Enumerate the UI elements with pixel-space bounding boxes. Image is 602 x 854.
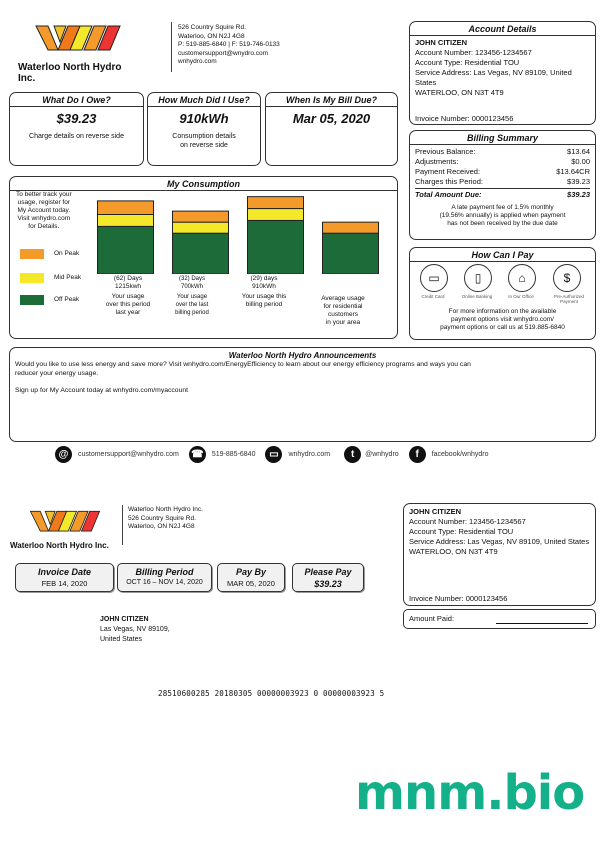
owe-box (9, 92, 144, 166)
bar-segment-on-peak (173, 211, 229, 222)
amount-paid-box (403, 609, 596, 629)
email-icon: @ (55, 446, 72, 463)
bar-segment-mid-peak (98, 215, 154, 227)
pay-method-online-banking: Online Banking (461, 294, 493, 299)
contact-email[interactable]: customersupport@wnhydro.com (78, 451, 179, 458)
contact-facebook[interactable]: facebook/wnhydro (431, 451, 489, 458)
scanline: 28510600285 20180305 00000003923 0 00000003923 5 (158, 689, 385, 698)
billing-row: Previous Balance: $13.64 (415, 147, 590, 156)
how-to-pay-box (409, 247, 596, 340)
bar-segment-off-peak (248, 220, 304, 274)
watermark (355, 765, 584, 821)
due-title: When Is My Bill Due? (266, 93, 397, 107)
phone-icon: ☎ (189, 446, 206, 463)
contact-twitter[interactable]: @wnhydro (365, 451, 399, 458)
billing-row: Payment Received: $13.64CR (415, 167, 590, 176)
stub-service-city: WATERLOO, ON N3T 4T9 (409, 547, 498, 556)
announcements-box (9, 347, 596, 442)
facebook-icon: f (409, 446, 426, 463)
contact-web[interactable]: wnhydro.com (288, 451, 331, 458)
please-pay-label: Please Pay (304, 567, 352, 577)
account-details-title: Account Details (410, 22, 595, 36)
pay-by-label: Pay By (235, 567, 267, 577)
pay-method-credit-card: Credit Card (421, 294, 445, 299)
web-icon: ▭ (265, 446, 282, 463)
billing-period-label: Billing Period (135, 567, 194, 577)
company-phones: P: 519-885-6840 | F: 519-746-0133 (178, 41, 280, 48)
usage-amount: 910kWh (179, 111, 229, 126)
consumption-chart (94, 189, 394, 274)
legend-mid-peak: Mid Peak (20, 273, 81, 283)
bar-label-average: Average usage for residential customers in your area (321, 295, 365, 326)
announcement-line-3: Sign up for My Account today at wnhydro.com/myaccount (15, 387, 189, 394)
invoice-number: Invoice Number: 0000123456 (415, 114, 514, 123)
usage-note-2: on reverse side (180, 142, 228, 149)
bar-label-this-period: (29) days 910kWh Your usage this billing period (241, 275, 287, 308)
bar-segment-off-peak (173, 233, 229, 274)
watermark-text: mnm.bio (355, 765, 585, 821)
credit-card-icon[interactable]: ▭ (420, 264, 448, 292)
account-number: Account Number: 123456-1234567 (415, 48, 532, 57)
bar-segment-off-peak (323, 233, 379, 274)
company-address2: Waterloo, ON N2J 4G8 (178, 32, 245, 40)
announcement-line-1: Would you like to use less energy and save more? Visit wnhydro.com/EnergyEfficiency to learn about our energy efficiency programs and ways you can (15, 361, 471, 368)
stub-account-type: Account Type: Residential TOU (409, 527, 514, 536)
consumption-box (9, 176, 398, 339)
stub-account-name: JOHN CITIZEN (409, 507, 462, 516)
company-email[interactable]: customersupport@wnydro.com (178, 49, 269, 57)
late-fee-note: A late payment fee of 1.5% monthly (19.56% annually) is applied when payment has not been received by the due date (439, 204, 566, 227)
amount-paid-label: Amount Paid: (409, 614, 455, 623)
contact-phone[interactable]: 519-885-6840 (211, 451, 256, 458)
stub-account-number: Account Number: 123456-1234567 (409, 517, 526, 526)
online-banking-icon[interactable]: ▯ (464, 264, 492, 292)
owe-title: What Do I Owe? (10, 93, 143, 107)
stub-company-name: Waterloo North Hydro Inc. (10, 541, 109, 550)
stub-customer-address: JOHN CITIZEN Las Vegas, NV 89109, United States (100, 616, 170, 643)
stub-company-name-small: Waterloo North Hydro Inc. (128, 506, 203, 513)
announcement-line-2: reducer your energy usage. (15, 370, 99, 377)
usage-note-1: Consumption details (172, 133, 236, 140)
bar-segment-mid-peak (248, 209, 304, 221)
pre-authorized-icon[interactable]: $ (553, 264, 581, 292)
usage-title: How Much Did I Use? (148, 93, 260, 107)
contact-bar (55, 446, 489, 463)
company-logo (18, 22, 138, 84)
company-name: Waterloo North Hydro Inc. (18, 62, 122, 84)
bar-label-last-period: (32) Days 700kWh Your usage over the last billing period (175, 276, 209, 316)
consumption-promo: To better track your usage, register for My Account today. Visit wnhydro.com for Details. (16, 191, 72, 230)
legend-off-peak: Off Peak (20, 295, 79, 305)
pay-by-value: MAR 05, 2020 (227, 579, 275, 588)
company-address1: 526 Country Squire Rd. (178, 24, 246, 31)
stub-service-address: Service Address: Las Vegas, NV 89109, United States (409, 537, 590, 546)
bar-segment-off-peak (98, 226, 154, 274)
bar-segment-on-peak (98, 201, 154, 215)
pay-by-pill (217, 563, 285, 592)
billing-row: Charges this Period: $39.23 (415, 177, 590, 186)
due-box (265, 92, 398, 166)
account-type: Account Type: Residential TOU (415, 58, 520, 67)
legend-swatch-on-peak (20, 249, 44, 259)
bar-label-last-year: (62) Days 1215kwh Your usage over this period last year (105, 275, 151, 316)
owe-note: Charge details on reverse side (29, 133, 124, 140)
legend-on-peak: On Peak (20, 249, 79, 259)
due-date: Mar 05, 2020 (292, 111, 371, 126)
bar-segment-mid-peak (173, 222, 229, 233)
stub-address2: Waterloo, ON N2J 4G8 (128, 523, 195, 530)
bar-segment-on-peak (323, 222, 379, 233)
billing-summary-title: Billing Summary (410, 131, 595, 145)
billing-summary-box (409, 130, 596, 240)
invoice-date-label: Invoice Date (37, 567, 92, 577)
usage-box (147, 92, 261, 166)
bar-segment-on-peak (248, 197, 304, 209)
stub-address1: 526 Country Squire Rd. (128, 514, 196, 522)
service-city: WATERLOO, ON N3T 4T9 (415, 88, 504, 97)
billing-period-value: OCT 16 – NOV 14, 2020 (126, 579, 203, 586)
company-web[interactable]: wnhydro.com (178, 58, 217, 65)
stub-account-box (403, 503, 596, 606)
consumption-title: My Consumption (10, 177, 397, 191)
please-pay-pill (292, 563, 364, 592)
account-details-box (409, 21, 596, 125)
invoice-date-pill (15, 563, 114, 592)
billing-row: Adjustments: $0.00 (415, 157, 590, 166)
consumption-chart-svg (94, 189, 394, 274)
billing-period-pill (117, 563, 212, 592)
pay-method-pre-authorized: Pre-Authorized Payment (553, 294, 584, 304)
legend-swatch-mid-peak (20, 273, 44, 283)
stub-invoice-number: Invoice Number: 0000123456 (409, 594, 508, 603)
office-icon[interactable]: ⌂ (508, 264, 536, 292)
owe-amount: $39.23 (56, 111, 97, 126)
twitter-icon: t (344, 446, 361, 463)
stub-logo (10, 508, 125, 548)
pay-info: For more information on the available payment options visit wnhydro.com/ payment options or call us at 519.885-6840 (440, 308, 565, 331)
amount-paid-field[interactable] (496, 623, 588, 624)
invoice-date-value: FEB 14, 2020 (41, 579, 88, 588)
legend-swatch-off-peak (20, 295, 44, 305)
total-due-row: Total Amount Due: $39.23 (415, 190, 590, 199)
account-name: JOHN CITIZEN (415, 38, 468, 47)
pay-method-in-office: In Our Office (508, 294, 534, 299)
announcements-title: Waterloo North Hydro Announcements (228, 351, 377, 360)
service-address: Service Address: Las Vegas, NV 89109, United States (415, 68, 572, 87)
how-to-pay-title: How Can I Pay (410, 248, 595, 262)
please-pay-value: $39.23 (314, 579, 342, 589)
